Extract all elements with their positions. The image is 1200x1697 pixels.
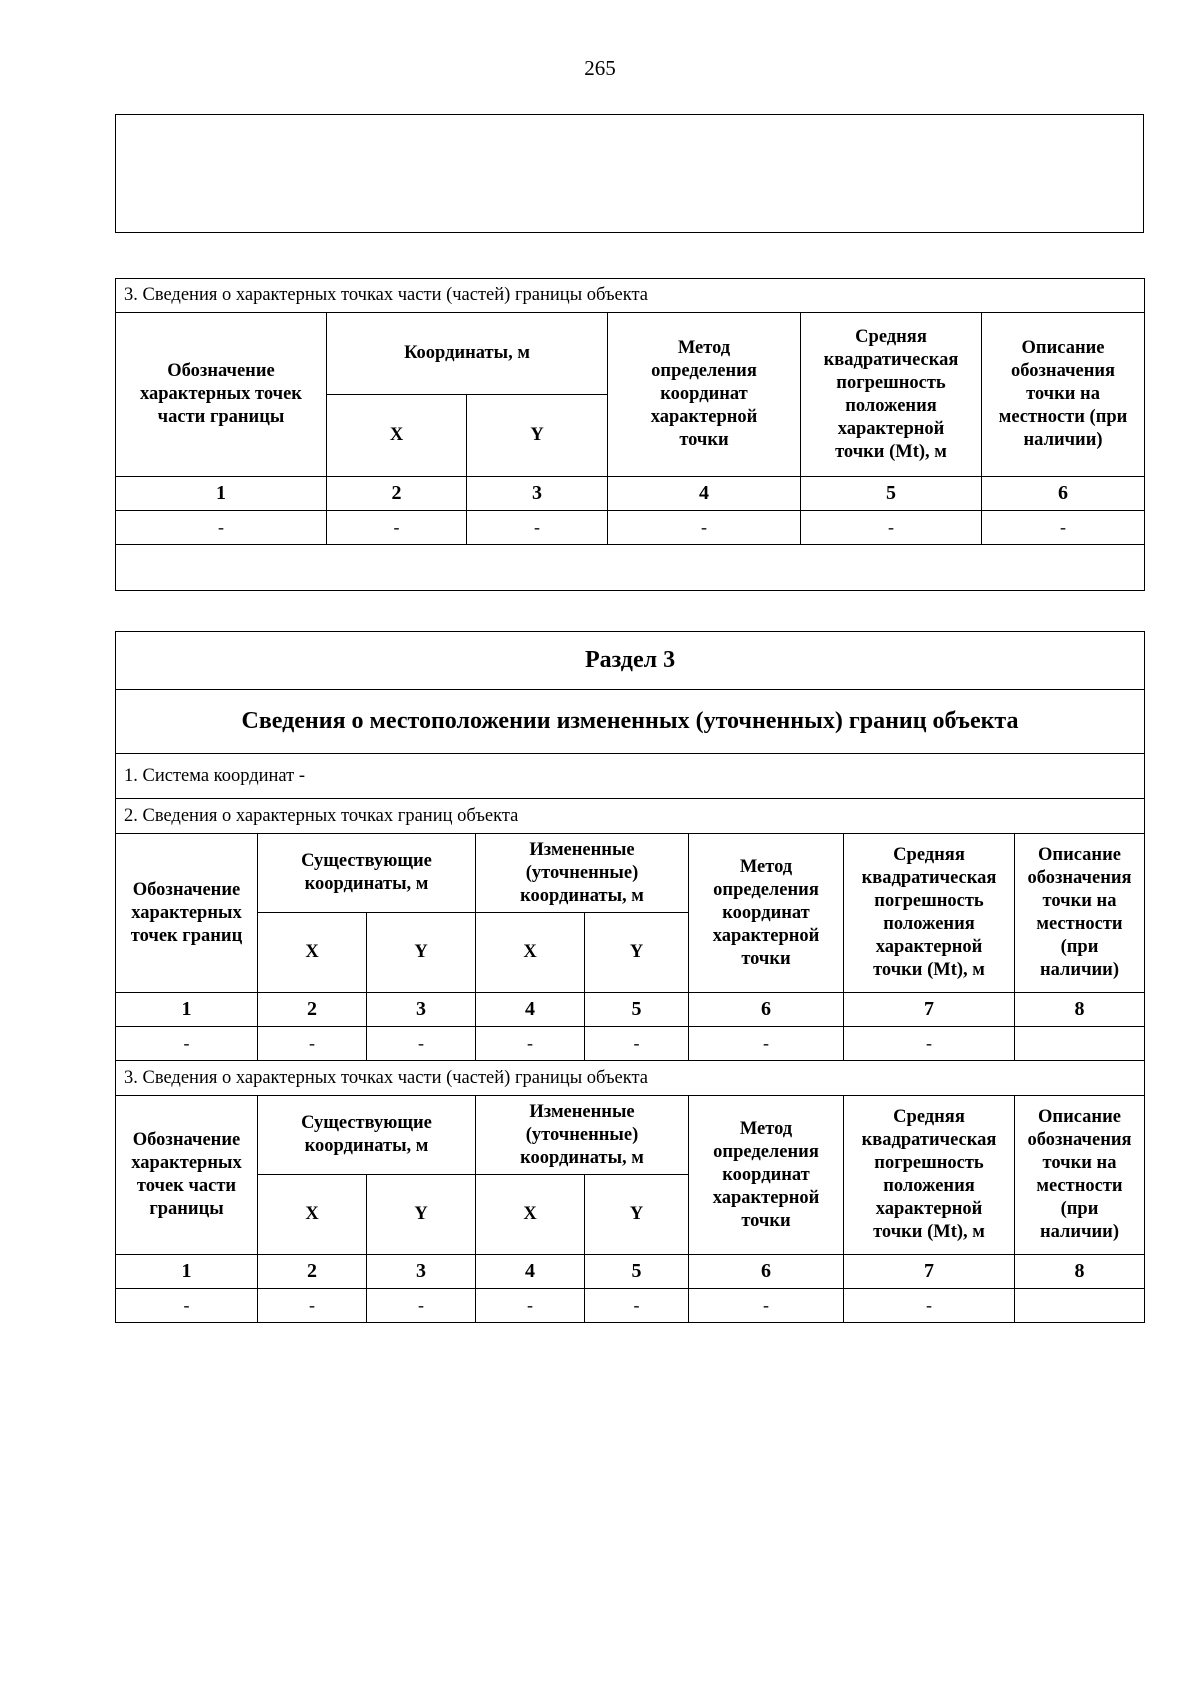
table-cell: - — [585, 1027, 689, 1061]
table-cell: - — [116, 1289, 258, 1323]
column-number: 8 — [1015, 1255, 1145, 1289]
table-cell: - — [367, 1027, 476, 1061]
table-row — [116, 1027, 1145, 1061]
table-row — [116, 1289, 1145, 1323]
table-cell: - — [467, 511, 608, 545]
empty-row — [116, 545, 1145, 591]
page-number: 265 — [584, 56, 616, 80]
header-designation: Обозначение характерных точек части границы — [116, 313, 327, 477]
column-number: 6 — [689, 1255, 844, 1289]
table-cell: - — [844, 1027, 1015, 1061]
table-cell — [1015, 1027, 1145, 1061]
header-designation: Обозначение характерных точек границ — [116, 834, 258, 993]
header-y: Y — [367, 1175, 476, 1255]
header-error: Средняя квадратическая погрешность положения характерной точки (Mt), м — [801, 313, 982, 477]
table-cell: - — [116, 1027, 258, 1061]
column-number: 2 — [327, 477, 467, 511]
section-title: Раздел 3 — [116, 632, 1145, 690]
table-cell: - — [844, 1289, 1015, 1323]
points-caption: 2. Сведения о характерных точках границ объекта — [116, 799, 1145, 834]
header-description: Описание обозначения точки на местности (при наличии) — [1015, 834, 1145, 993]
table-cell: - — [327, 511, 467, 545]
column-number: 5 — [801, 477, 982, 511]
table-row — [116, 511, 1145, 545]
column-number-row — [116, 993, 1145, 1027]
coordinate-system: 1. Система координат - — [116, 754, 1145, 799]
column-number: 6 — [982, 477, 1145, 511]
table-cell: - — [801, 511, 982, 545]
section-subtitle: Сведения о местоположении измененных (уточненных) границ объекта — [116, 690, 1145, 754]
column-number: 3 — [367, 993, 476, 1027]
column-number: 6 — [689, 993, 844, 1027]
table-cell: - — [608, 511, 801, 545]
column-number: 1 — [116, 993, 258, 1027]
column-number: 3 — [367, 1255, 476, 1289]
table-caption: 3. Сведения о характерных точках части (частей) границы объекта — [116, 279, 1145, 313]
column-number: 5 — [585, 1255, 689, 1289]
table-cell: - — [116, 511, 327, 545]
table-cell: - — [689, 1289, 844, 1323]
column-number: 4 — [476, 1255, 585, 1289]
column-number: 5 — [585, 993, 689, 1027]
header-y: Y — [585, 913, 689, 993]
header-error: Средняя квадратическая погрешность положения характерной точки (Mt), м — [844, 1096, 1015, 1255]
table-cell: - — [476, 1289, 585, 1323]
header-coordinates: Координаты, м — [327, 313, 608, 395]
table-cell: - — [476, 1027, 585, 1061]
header-description: Описание обозначения точки на местности (при наличии) — [982, 313, 1145, 477]
table-cell: - — [689, 1027, 844, 1061]
section3-table — [115, 631, 1145, 1323]
header-method: Метод определения координат характерной точки — [689, 834, 844, 993]
header-x: X — [258, 1175, 367, 1255]
header-x: X — [476, 913, 585, 993]
header-changed-coordinates: Измененные (уточненные) координаты, м — [476, 834, 689, 913]
header-x: X — [327, 395, 467, 477]
header-y: Y — [367, 913, 476, 993]
column-number: 7 — [844, 1255, 1015, 1289]
header-description: Описание обозначения точки на местности (при наличии) — [1015, 1096, 1145, 1255]
header-designation: Обозначение характерных точек части границы — [116, 1096, 258, 1255]
column-number: 4 — [476, 993, 585, 1027]
column-number: 1 — [116, 1255, 258, 1289]
table-cell: - — [585, 1289, 689, 1323]
empty-cell — [116, 545, 1145, 591]
column-number: 4 — [608, 477, 801, 511]
part-points-table — [115, 278, 1145, 591]
table-cell: - — [258, 1289, 367, 1323]
column-number: 2 — [258, 993, 367, 1027]
empty-frame — [115, 114, 1144, 233]
table-cell: - — [258, 1027, 367, 1061]
column-number: 8 — [1015, 993, 1145, 1027]
header-y: Y — [467, 395, 608, 477]
header-existing-coordinates: Существующие координаты, м — [258, 834, 476, 913]
header-error: Средняя квадратическая погрешность положения характерной точки (Mt), м — [844, 834, 1015, 993]
header-x: X — [476, 1175, 585, 1255]
column-number: 1 — [116, 477, 327, 511]
part-points-caption: 3. Сведения о характерных точках части (частей) границы объекта — [116, 1061, 1145, 1096]
header-changed-coordinates: Измененные (уточненные) координаты, м — [476, 1096, 689, 1175]
header-method: Метод определения координат характерной точки — [689, 1096, 844, 1255]
table-cell — [1015, 1289, 1145, 1323]
column-number-row — [116, 477, 1145, 511]
header-existing-coordinates: Существующие координаты, м — [258, 1096, 476, 1175]
column-number: 2 — [258, 1255, 367, 1289]
table-cell: - — [367, 1289, 476, 1323]
column-number-row — [116, 1255, 1145, 1289]
header-y: Y — [585, 1175, 689, 1255]
header-x: X — [258, 913, 367, 993]
column-number: 3 — [467, 477, 608, 511]
header-method: Метод определения координат характерной точки — [608, 313, 801, 477]
column-number: 7 — [844, 993, 1015, 1027]
table-cell: - — [982, 511, 1145, 545]
